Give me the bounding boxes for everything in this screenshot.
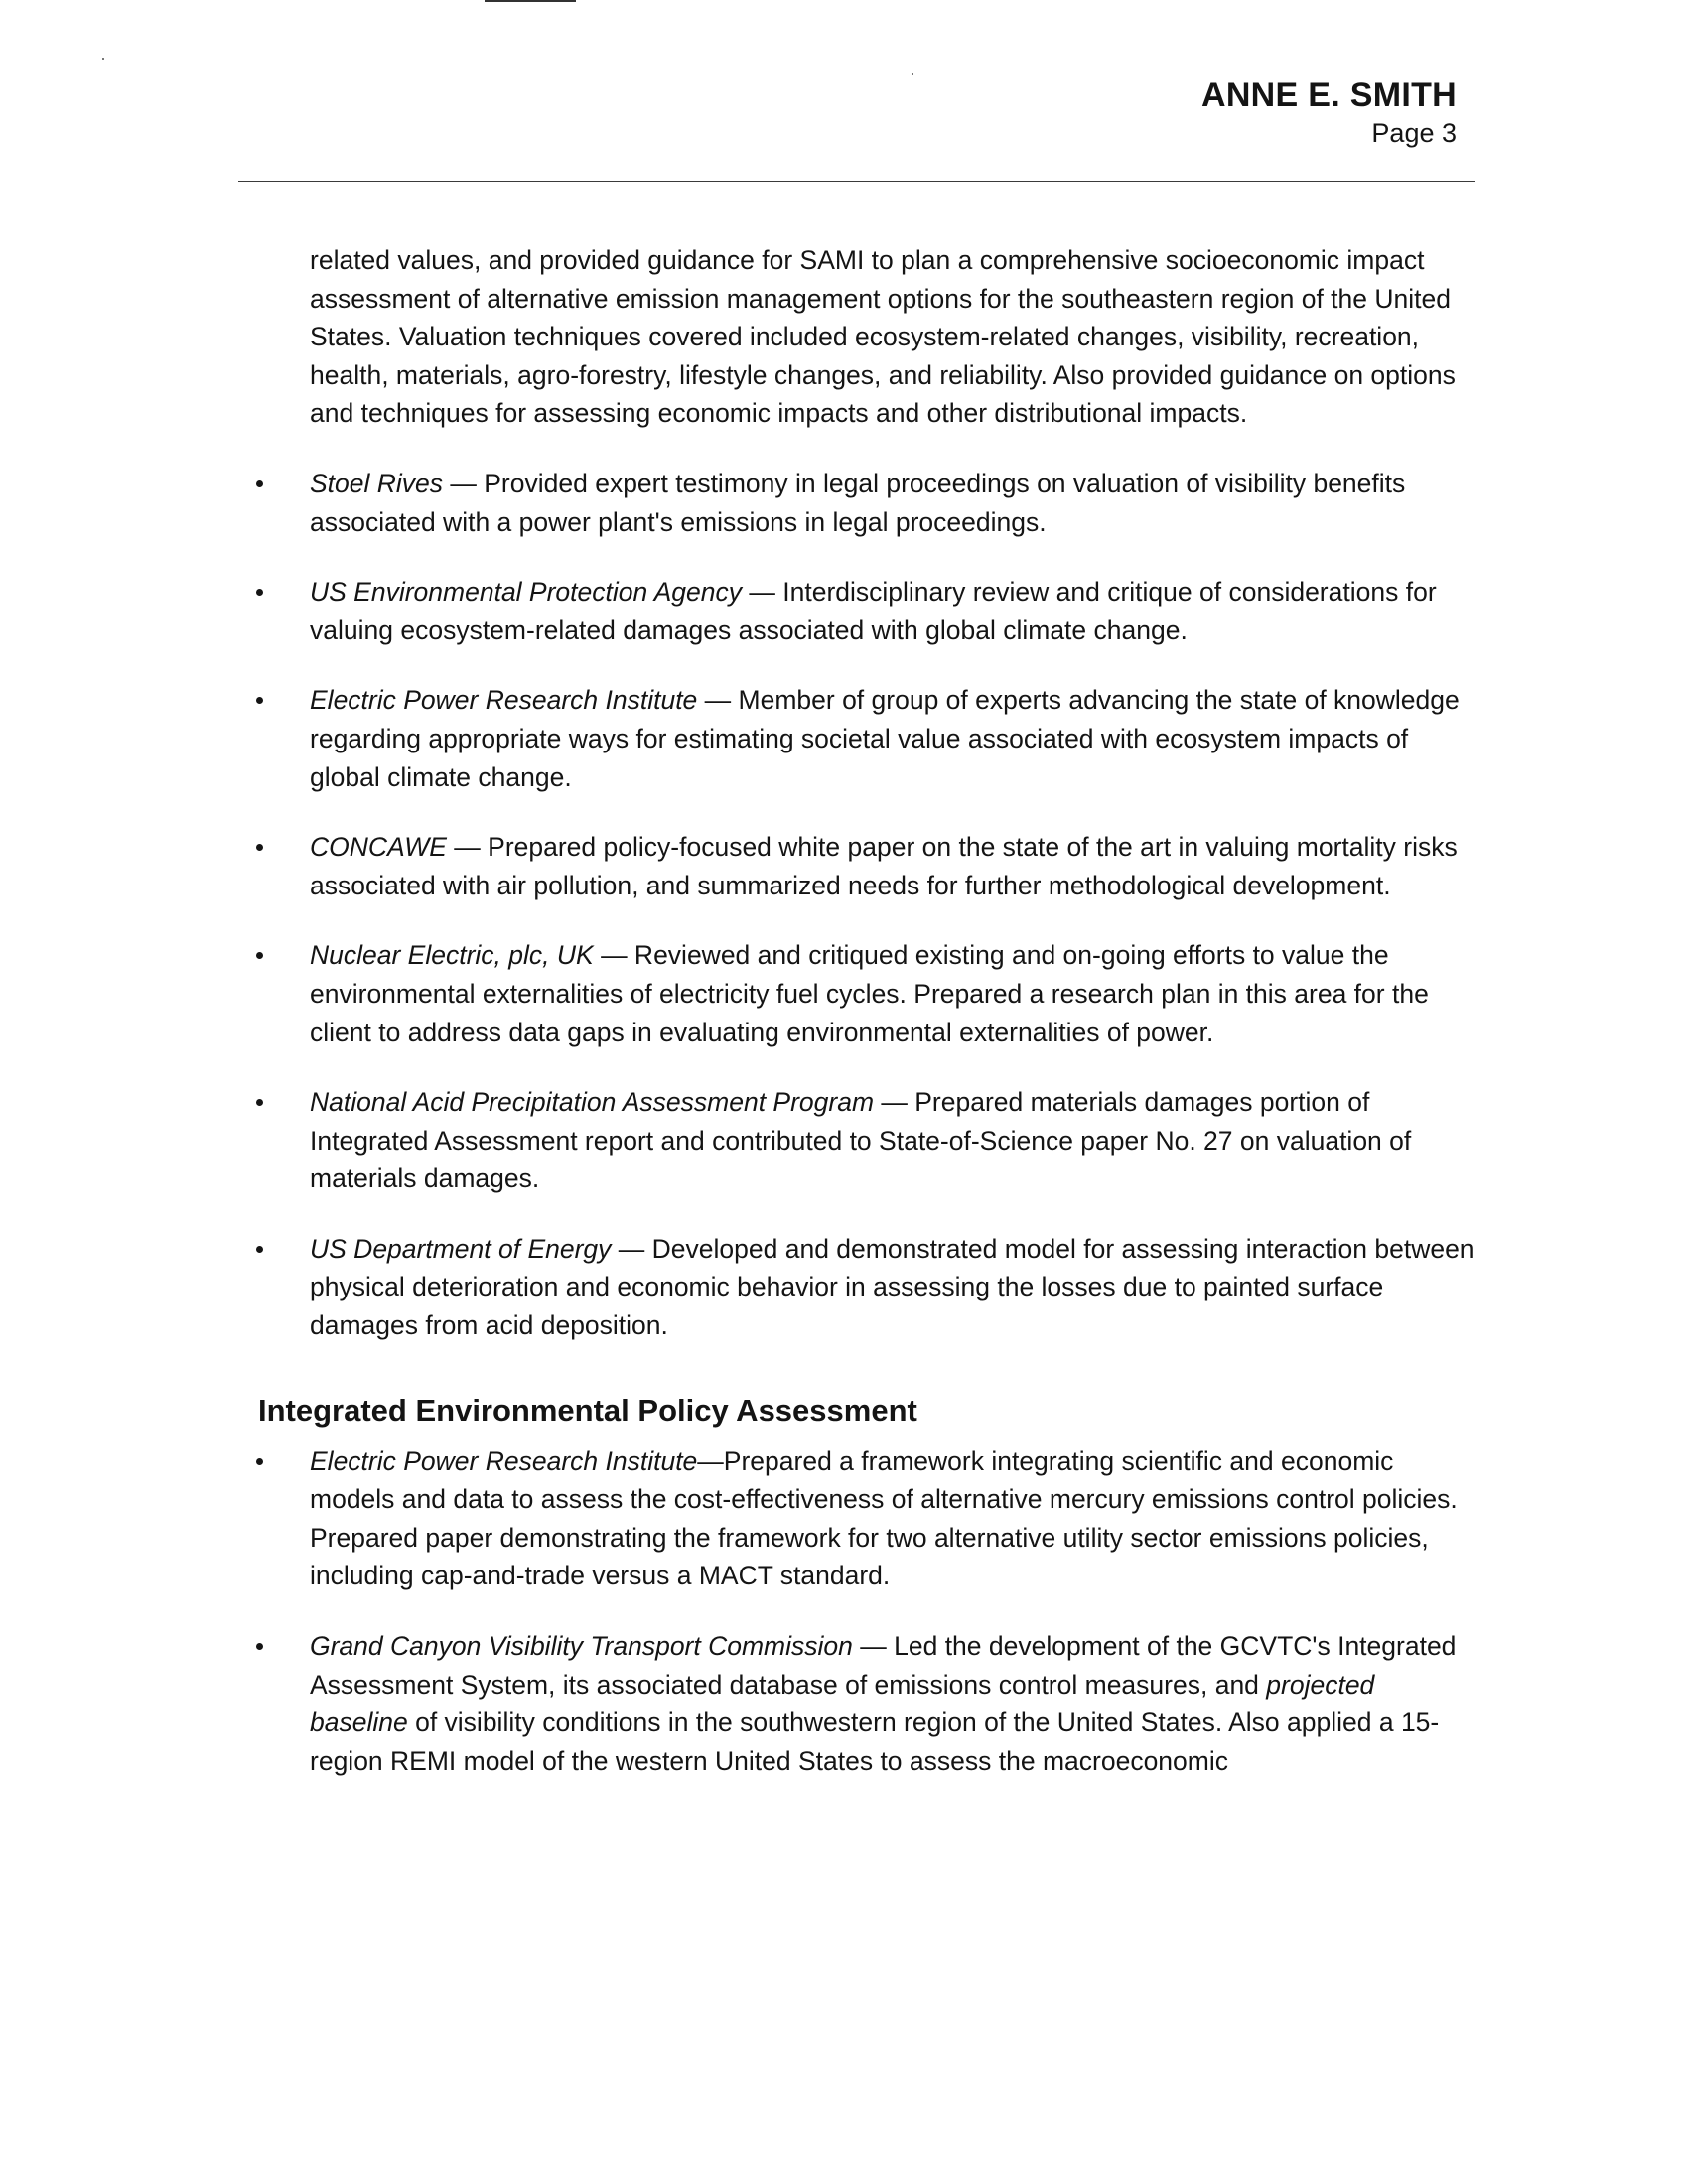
list-item [254, 828, 1475, 904]
intro-continuation-paragraph: related values, and provided guidance for SAMI to plan a comprehensive socioeconomic impact assessment of alternative emission management options for the southeastern region of the United States. Valuation techniques covered included ecosystem-related changes, visibility, recreation, health, materials, agro-forestry, lifestyle changes, and reliability. Also provided guidance on options and techniques for assessing economic impacts and other distributional impacts. [310, 245, 1456, 429]
organization-name: Grand Canyon Visibility Transport Commission [310, 1631, 853, 1662]
list-item [254, 1442, 1475, 1595]
organization-name: Stoel Rives [310, 468, 444, 498]
item-description: — Developed and demonstrated model for assessing interaction between physical deterioration and economic behavior in assessing the losses due to painted surface damages from acid deposition. [310, 1233, 1474, 1341]
list-item [254, 1627, 1475, 1780]
item-description: — Interdisciplinary review and critique of considerations for valuing ecosystem-related damages associated with global climate change. [310, 577, 1437, 645]
item-description: — Member of group of experts advancing the state of knowledge regarding appropriate ways for estimating societal value associated with ecosystem impacts of global climate change. [310, 685, 1460, 792]
item-description-continued: of visibility conditions in the southwestern region of the United States. Also applied a 15-region REMI model of the western United States to assess the macroeconomic [310, 1707, 1440, 1776]
bullet-icon [256, 589, 263, 596]
item-description: —Prepared a framework integrating scientific and economic models and data to assess the cost-effectiveness of alternative mercury emissions control policies. Prepared paper demonstrating the framework for two alternative utility sector emissions policies, including cap-and-trade versus a MACT standard. [310, 1445, 1458, 1591]
item-description: — Led the development of the GCVTC's Integrated Assessment System, its associated database of emissions control measures, and [310, 1631, 1457, 1700]
page-body [254, 241, 1475, 1780]
bullet-icon [256, 697, 263, 704]
list-item [254, 1230, 1475, 1345]
list-item [254, 936, 1475, 1051]
bullet-icon [256, 1643, 263, 1650]
header-divider [238, 181, 1475, 182]
author-name: ANNE E. SMITH [1200, 76, 1457, 114]
list-item [254, 573, 1475, 649]
valuation-bullet-list [254, 465, 1475, 1345]
bullet-icon [256, 480, 263, 487]
emphasized-term: projected baseline [310, 1669, 1375, 1738]
organization-name: US Department of Energy [310, 1233, 612, 1264]
list-item [254, 465, 1475, 541]
item-description: — Prepared policy-focused white paper on the state of the art in valuing mortality risks associated with air pollution, and summarized needs for further methodological development. [310, 832, 1458, 900]
bullet-icon [256, 952, 263, 959]
organization-name: Electric Power Research Institute [310, 1445, 698, 1476]
item-description: — Reviewed and critiqued existing and on-going efforts to value the environmental externalities of electricity fuel cycles. Prepared a research plan in this area for the client to address data gaps in evaluating environmental externalities of power. [310, 940, 1429, 1047]
item-description: — Prepared materials damages portion of Integrated Assessment report and contributed to State-of-Science paper No. 27 on valuation of materials damages. [310, 1087, 1412, 1194]
list-item [254, 681, 1475, 796]
section-heading: Integrated Environmental Policy Assessment [258, 1392, 917, 1428]
page-header [1201, 75, 1457, 151]
scan-artifact-line [485, 0, 576, 2]
list-item [254, 1083, 1475, 1198]
bullet-icon [256, 844, 263, 851]
scan-artifact-dot [912, 73, 913, 75]
bullet-icon [256, 1099, 263, 1106]
bullet-icon [256, 1246, 263, 1253]
page-number: Page 3 [1371, 118, 1457, 148]
scan-artifact-dot [102, 58, 104, 60]
bullet-icon [256, 1458, 263, 1465]
organization-name: US Environmental Protection Agency [310, 577, 743, 608]
organization-name: CONCAWE [310, 832, 447, 863]
organization-name: National Acid Precipitation Assessment Program [310, 1087, 875, 1118]
organization-name: Nuclear Electric, plc, UK [310, 940, 594, 971]
policy-assessment-bullet-list [254, 1442, 1475, 1781]
organization-name: Electric Power Research Institute [310, 685, 698, 716]
item-description: — Provided expert testimony in legal proceedings on valuation of visibility benefits associated with a power plant's emissions in legal proceedings. [310, 468, 1406, 537]
